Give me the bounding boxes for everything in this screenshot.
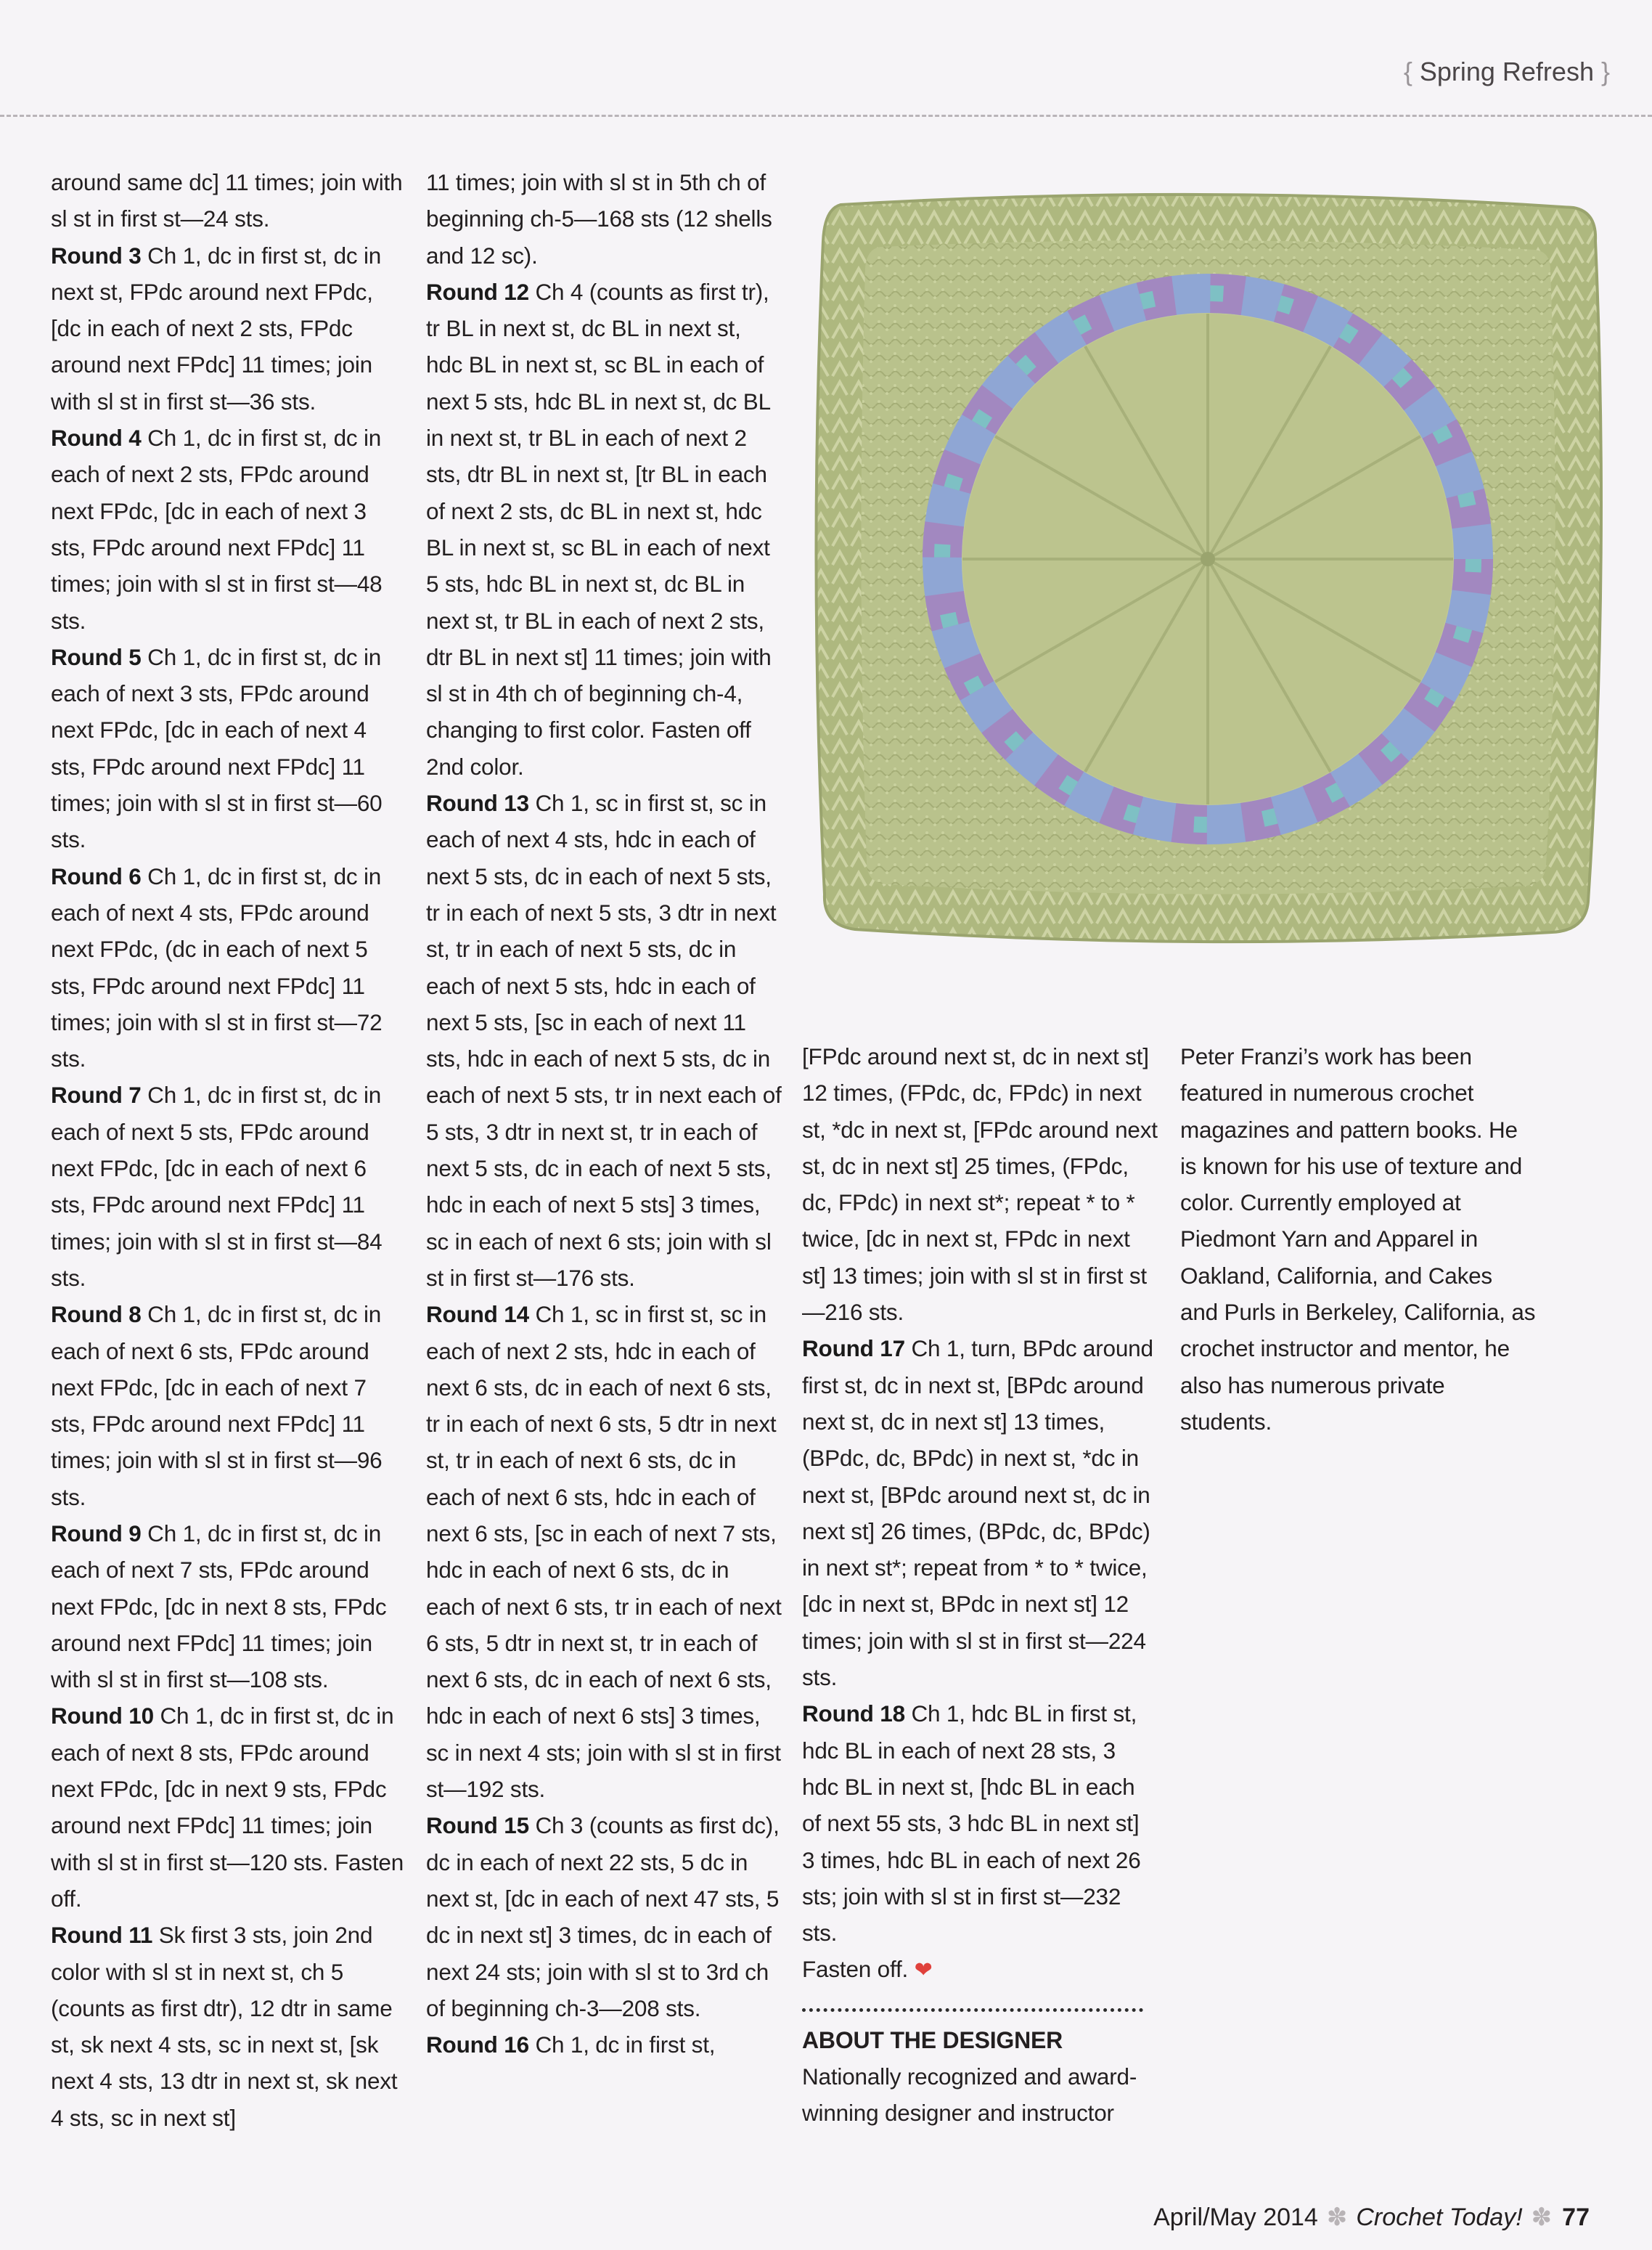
round-paragraph [426, 1807, 782, 2026]
round-paragraph [51, 858, 406, 1077]
designer-bio-intro: Nationally recognized and award-winning designer and instructor [802, 2063, 1137, 2127]
round-paragraph [51, 1515, 406, 1697]
dotted-section-divider [802, 2008, 1143, 2012]
heart-icon: ❤ [914, 1958, 933, 1983]
round-label: Round 17 [802, 1335, 905, 1362]
running-header: { Spring Refresh } [1403, 57, 1610, 86]
round-paragraph [51, 1917, 406, 2136]
round-paragraph [51, 420, 406, 639]
header-divider [0, 115, 1652, 117]
crochet-square-photo [811, 190, 1604, 947]
round-label: Round 15 [426, 1812, 529, 1839]
round-instructions: 11 times; join with sl st in 5th ch of beginning ch-5—168 sts (12 shells and 12 sc). [426, 169, 772, 269]
round-paragraph [51, 164, 406, 237]
round-paragraph [802, 1038, 1158, 1330]
round-label: Round 8 [51, 1301, 142, 1328]
round-instructions: Ch 1, dc in first st, dc in each of next 2 sts, FPdc around next FPdc, [dc in each of next 3 sts, FPdc around next FPdc] 11 times; join with sl st in first st—48 sts. [51, 425, 383, 634]
round-instructions: Ch 4 (counts as first tr), tr BL in next st, dc BL in next st, hdc BL in next st, sc BL in each of next 5 sts, hdc BL in next st, dc BL in next st, tr BL in each of next 2 sts, dtr BL in next st, [tr BL in each of next 2 sts, dc BL in next st, hdc BL in next st, sc BL in each of next 5 sts, hdc BL in next st, dc BL in next st, tr BL in each of next 2 sts, dtr BL in next st] 11 times; join with sl st in 4th ch of beginning ch-4, changing to first color. Fasten off 2nd color. [426, 278, 772, 780]
round-instructions: Ch 1, dc in first st, dc in next st, FPdc around next FPdc, [dc in each of next 2 sts, FPdc around next FPdc] 11 times; join with sl st in first st—36 sts. [51, 242, 382, 415]
round-instructions: Ch 1, turn, BPdc around first st, dc in next st, [BPdc around next st, dc in next st] 13 times, (BPdc, dc, BPdc) in next st, *dc in next st, [BPdc around next st, dc in next st] 26 times, (BPdc, dc, BPdc) in next st*; repeat from * to * twice, [dc in next st, BPdc in next st] 12 times; join with sl st in first st—224 sts. [802, 1335, 1153, 1691]
round-instructions: Ch 1, dc in first st, dc in each of next 6 sts, FPdc around next FPdc, [dc in each of next 7 sts, FPdc around next FPdc] 11 times; join with sl st in first st—96 sts. [51, 1301, 383, 1510]
round-paragraph [426, 785, 782, 1296]
round-paragraph [802, 1330, 1158, 1695]
round-label: Round 10 [51, 1703, 154, 1729]
round-instructions: Ch 1, dc in first st, [528, 2031, 716, 2058]
round-paragraph [426, 164, 782, 274]
designer-section-title: ABOUT THE DESIGNER [802, 2026, 1063, 2053]
round-instructions: Ch 1, dc in first st, dc in each of next 3 sts, FPdc around next FPdc, [dc in each of next 4 sts, FPdc around next FPdc] 11 times; join with sl st in first st—60 sts. [51, 643, 383, 853]
round-instructions: around same dc] 11 times; join with sl st in first st—24 sts. [51, 169, 403, 232]
column-4 [1180, 1038, 1536, 1440]
round-instructions: Ch 1, sc in first st, sc in each of next 2 sts, hdc in each of next 6 sts, dc in each of next 6 sts, tr in each of next 6 sts, 5 dtr in next st, tr in each of next 6 sts, dc in each of next 6 sts, hdc in each of next 6 sts, [sc in each of next 7 sts, hdc in each of next 6 sts, dc in each of next 6 sts, tr in each of next 6 sts, 5 dtr in next st, tr in each of next 6 sts, dc in each of next 6 sts, hdc in each of next 6 sts] 3 times, sc in next 4 sts; join with sl st in first st—192 sts. [426, 1301, 782, 1803]
issue-date: April/May 2014 [1153, 2204, 1318, 2231]
fasten-off-text: Fasten off. [802, 1956, 909, 1983]
round-paragraph [802, 1695, 1158, 1951]
round-label: Round 5 [51, 643, 142, 670]
fasten-off-line [802, 1951, 1158, 1989]
section-name: Spring Refresh [1419, 57, 1594, 86]
round-label: Round 4 [51, 425, 142, 452]
round-paragraph [426, 2026, 782, 2063]
designer-bio-text: Peter Franzi’s work has been featured in numerous crochet magazines and pattern books. He is known for his use of texture and color. Currently employed at Piedmont Yarn and Apparel in Oakland, California, and Cakes and Purls in Berkeley, California, as crochet instructor and mentor, he also has numerous private students. [1180, 1043, 1536, 1435]
round-label: Round 3 [51, 242, 142, 269]
round-label: Round 7 [51, 1082, 142, 1109]
round-label: Round 16 [426, 2031, 529, 2058]
round-paragraph [426, 1296, 782, 1807]
page-footer [1153, 2203, 1590, 2232]
round-instructions: Ch 1, sc in first st, sc in each of next 4 sts, hdc in each of next 5 sts, dc in each of next 5 sts, tr in each of next 5 sts, 3 dtr in next st, tr in each of next 5 sts, dc in each of next 5 sts, hdc in each of next 5 sts, [sc in each of next 11 sts, hdc in each of next 5 sts, dc in each of next 5 sts, tr in next each of 5 sts, 3 dtr in next st, tr in each of next 5 sts, dc in each of next 5 sts, hdc in each of next 5 sts] 3 times, sc in each of next 6 sts; join with sl st in first st—176 sts. [426, 790, 782, 1291]
column-1 [51, 164, 406, 2136]
round-label: Round 9 [51, 1520, 142, 1546]
page-number: 77 [1562, 2204, 1590, 2231]
round-instructions: Ch 3 (counts as first dc), dc in each of next 22 sts, 5 dc in next st, [dc in each of next 47 sts, 5 dc in next st] 3 times, dc in each of next 24 sts; join with sl st to 3rd ch of beginning ch-3—208 sts. [426, 1812, 780, 2021]
round-label: Round 12 [426, 278, 529, 305]
round-label: Round 14 [426, 1301, 529, 1328]
round-paragraph [51, 1697, 406, 1917]
round-label: Round 11 [51, 1922, 153, 1949]
round-instructions: Ch 1, dc in first st, dc in each of next 5 sts, FPdc around next FPdc, [dc in each of next 6 sts, FPdc around next FPdc] 11 times; join with sl st in first st—84 sts. [51, 1082, 383, 1291]
round-instructions: Ch 1, dc in first st, dc in each of next 4 sts, FPdc around next FPdc, (dc in each of next 5 sts, FPdc around next FPdc] 11 times; join with sl st in first st—72 sts. [51, 863, 383, 1072]
flower-icon: ✽ [1326, 2204, 1348, 2231]
round-paragraph [426, 274, 782, 785]
round-label: Round 18 [802, 1700, 905, 1727]
round-instructions: [FPdc around next st, dc in next st] 12 times, (FPdc, dc, FPdc) in next st, *dc in next st, [FPdc around next st, dc in next st] 25 times, (FPdc, dc, FPdc) in next st*; repeat * to * twice, [dc in next st, FPdc in next st] 13 times; join with sl st in first st—216 sts. [802, 1043, 1158, 1326]
round-paragraph [51, 237, 406, 420]
round-paragraph [51, 639, 406, 858]
column-2 [426, 164, 782, 2063]
round-paragraph [51, 1296, 406, 1515]
round-instructions: Ch 1, dc in first st, dc in each of next 8 sts, FPdc around next FPdc, [dc in next 9 sts, FPdc around next FPdc] 11 times; join with sl st in first st—120 sts. Fasten off. [51, 1703, 404, 1912]
magazine-name: Crochet Today! [1356, 2204, 1523, 2231]
column-3 [802, 1038, 1158, 2132]
round-label: Round 6 [51, 863, 142, 889]
round-instructions: Ch 1, dc in first st, dc in each of next 7 sts, FPdc around next FPdc, [dc in next 8 sts, FPdc around next FPdc] 11 times; join with sl st in first st—108 sts. [51, 1520, 387, 1693]
round-label: Round 13 [426, 790, 529, 817]
flower-icon: ✽ [1531, 2204, 1553, 2231]
round-paragraph [51, 1077, 406, 1296]
round-instructions: Ch 1, hdc BL in first st, hdc BL in each of next 28 sts, 3 hdc BL in next st, [hdc BL in each of next 55 sts, 3 hdc BL in next st] 3 times, hdc BL in each of next 26 sts; join with sl st in first st—232 sts. [802, 1700, 1141, 1947]
round-instructions: Sk first 3 sts, join 2nd color with sl st in next st, ch 5 (counts as first dtr), 12 dtr in same st, sk next 4 sts, sc in next st, [sk next 4 sts, 13 dtr in next st, sk next 4 sts, sc in next st] [51, 1922, 398, 2131]
